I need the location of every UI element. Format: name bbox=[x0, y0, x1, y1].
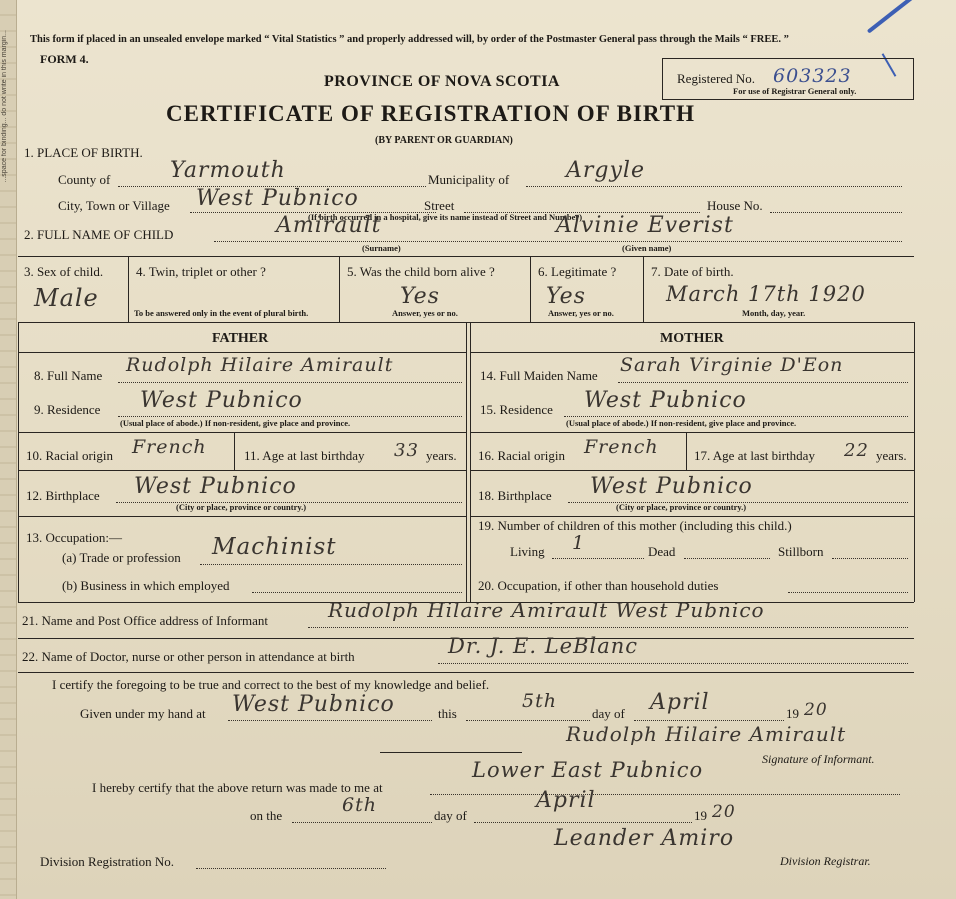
mother-racial: French bbox=[584, 436, 659, 458]
child-surname: Amirault bbox=[276, 213, 382, 238]
mother-heading: MOTHER bbox=[660, 331, 724, 346]
registrar-caption: Division Registrar. bbox=[780, 854, 871, 868]
trade-value: Machinist bbox=[212, 534, 337, 560]
house-label: House No. bbox=[707, 198, 763, 213]
business-label: (b) Business in which employed bbox=[62, 578, 230, 593]
doctor-label: 22. Name of Doctor, nurse or other person in attendance at birth bbox=[22, 649, 355, 664]
registered-number: 603323 bbox=[773, 65, 852, 87]
given-month: April bbox=[650, 690, 710, 715]
municipality-value: Argyle bbox=[566, 158, 645, 183]
mother-name-label: 14. Full Maiden Name bbox=[480, 368, 598, 383]
blue-pen-mark bbox=[867, 0, 940, 34]
given-day-label: day of bbox=[592, 706, 625, 721]
mother-racial-label: 16. Racial origin bbox=[478, 448, 566, 463]
on-day: 6th bbox=[342, 794, 377, 816]
on-year: 20 bbox=[712, 802, 736, 822]
return-place: Lower East Pubnico bbox=[472, 758, 704, 782]
return-label: I hereby certify that the above return was made to me at bbox=[92, 780, 383, 795]
on-day-label: day of bbox=[434, 808, 467, 823]
binding-margin bbox=[0, 0, 17, 899]
given-year-prefix: 19 bbox=[786, 706, 799, 721]
mother-residence: West Pubnico bbox=[584, 388, 747, 413]
given-label: Given under my hand at bbox=[80, 706, 206, 721]
binding-margin-text: ...space for binding... do not write in this margin... bbox=[1, 30, 8, 183]
trade-label: (a) Trade or profession bbox=[62, 550, 181, 565]
city-value: West Pubnico bbox=[196, 186, 359, 211]
living-value: 1 bbox=[572, 532, 586, 554]
alive-note: Answer, yes or no. bbox=[392, 308, 458, 318]
dob-label: 7. Date of birth. bbox=[651, 264, 734, 279]
mother-birthplace-note: (City or place, province or country.) bbox=[616, 502, 747, 512]
father-occupation-label: 13. Occupation:— bbox=[26, 530, 123, 545]
mother-occupation-label: 20. Occupation, if other than household duties bbox=[478, 578, 719, 593]
legitimate-value: Yes bbox=[546, 284, 586, 309]
dob-value: March 17th 1920 bbox=[666, 282, 866, 306]
sex-value: Male bbox=[34, 284, 99, 312]
father-racial-label: 10. Racial origin bbox=[26, 448, 114, 463]
registrar-note: For use of Registrar General only. bbox=[733, 86, 857, 96]
mother-name: Sarah Virginie D'Eon bbox=[620, 354, 844, 376]
mother-birthplace-label: 18. Birthplace bbox=[478, 488, 552, 503]
twin-note: To be answered only in the event of plural birth. bbox=[134, 308, 309, 318]
page-title: CERTIFICATE OF REGISTRATION OF BIRTH bbox=[166, 101, 695, 126]
registrar-signature: Leander Amiro bbox=[554, 826, 735, 851]
given-place: West Pubnico bbox=[232, 692, 395, 717]
division-label: Division Registration No. bbox=[40, 854, 174, 869]
city-label: City, Town or Village bbox=[58, 198, 170, 213]
child-given-name: Alvinie Everist bbox=[556, 213, 734, 238]
mother-residence-note: (Usual place of abode.) If non-resident, give place and province. bbox=[566, 418, 797, 428]
street-label: Street bbox=[424, 198, 455, 213]
father-birthplace: West Pubnico bbox=[134, 474, 297, 499]
county-value: Yarmouth bbox=[170, 158, 286, 183]
given-caption: (Given name) bbox=[622, 243, 672, 253]
dead-label: Dead bbox=[648, 544, 676, 559]
legitimate-note: Answer, yes or no. bbox=[548, 308, 614, 318]
place-of-birth-heading: 1. PLACE OF BIRTH. bbox=[24, 145, 143, 160]
province-heading: PROVINCE OF NOVA SCOTIA bbox=[324, 73, 560, 90]
on-label: on the bbox=[250, 808, 283, 823]
form-number: FORM 4. bbox=[40, 52, 89, 66]
father-age-label: 11. Age at last birthday bbox=[244, 448, 365, 463]
legitimate-label: 6. Legitimate ? bbox=[538, 264, 617, 279]
living-label: Living bbox=[510, 544, 545, 559]
postal-notice: This form if placed in an unsealed envelope marked “ Vital Statistics ” and properly addressed will, by order of the Postmaster General pass through the Mails “ FREE. ” bbox=[30, 34, 789, 45]
registered-label: Registered No. bbox=[677, 71, 755, 86]
stillborn-label: Stillborn bbox=[778, 544, 824, 559]
mother-age-label: 17. Age at last birthday bbox=[694, 448, 815, 463]
informant-label: 21. Name and Post Office address of Informant bbox=[22, 613, 268, 628]
informant-signature: Rudolph Hilaire Amirault bbox=[566, 722, 847, 746]
hospital-note: (If birth occurred in a hospital, give its name instead of Street and Number) bbox=[308, 212, 583, 222]
certify-statement: I certify the foregoing to be true and correct to the best of my knowledge and belief. bbox=[52, 677, 490, 692]
mother-residence-label: 15. Residence bbox=[480, 402, 553, 417]
father-residence-label: 9. Residence bbox=[34, 402, 101, 417]
twin-label: 4. Twin, triplet or other ? bbox=[136, 264, 266, 279]
mother-birthplace: West Pubnico bbox=[590, 474, 753, 499]
father-age: 33 bbox=[394, 440, 419, 461]
father-racial: French bbox=[132, 436, 207, 458]
given-day: 5th bbox=[522, 690, 557, 712]
registered-number-box bbox=[662, 58, 914, 100]
surname-caption: (Surname) bbox=[362, 243, 401, 253]
informant-value: Rudolph Hilaire Amirault West Pubnico bbox=[328, 598, 765, 622]
mother-age-unit: years. bbox=[876, 448, 907, 463]
father-name-label: 8. Full Name bbox=[34, 368, 103, 383]
father-birthplace-label: 12. Birthplace bbox=[26, 488, 100, 503]
father-birthplace-note: (City or place, province or country.) bbox=[176, 502, 307, 512]
signature-caption: Signature of Informant. bbox=[762, 752, 875, 766]
given-year: 20 bbox=[804, 700, 828, 720]
sex-label: 3. Sex of child. bbox=[24, 264, 104, 279]
on-year-prefix: 19 bbox=[694, 808, 707, 823]
father-residence: West Pubnico bbox=[140, 388, 303, 413]
dob-note: Month, day, year. bbox=[742, 308, 806, 318]
page-subtitle: (BY PARENT OR GUARDIAN) bbox=[375, 135, 513, 146]
child-name-label: 2. FULL NAME OF CHILD bbox=[24, 227, 174, 242]
this-label: this bbox=[438, 706, 457, 721]
mother-age: 22 bbox=[844, 440, 869, 461]
father-heading: FATHER bbox=[212, 331, 269, 346]
municipality-label: Municipality of bbox=[428, 172, 510, 187]
county-label: County of bbox=[58, 172, 111, 187]
father-name: Rudolph Hilaire Amirault bbox=[126, 354, 394, 376]
alive-label: 5. Was the child born alive ? bbox=[347, 264, 495, 279]
father-residence-note: (Usual place of abode.) If non-resident, give place and province. bbox=[120, 418, 351, 428]
doctor-value: Dr. J. E. LeBlanc bbox=[448, 634, 639, 658]
children-label: 19. Number of children of this mother (including this child.) bbox=[478, 518, 792, 533]
on-month: April bbox=[536, 788, 596, 813]
alive-value: Yes bbox=[400, 284, 440, 309]
father-age-unit: years. bbox=[426, 448, 457, 463]
